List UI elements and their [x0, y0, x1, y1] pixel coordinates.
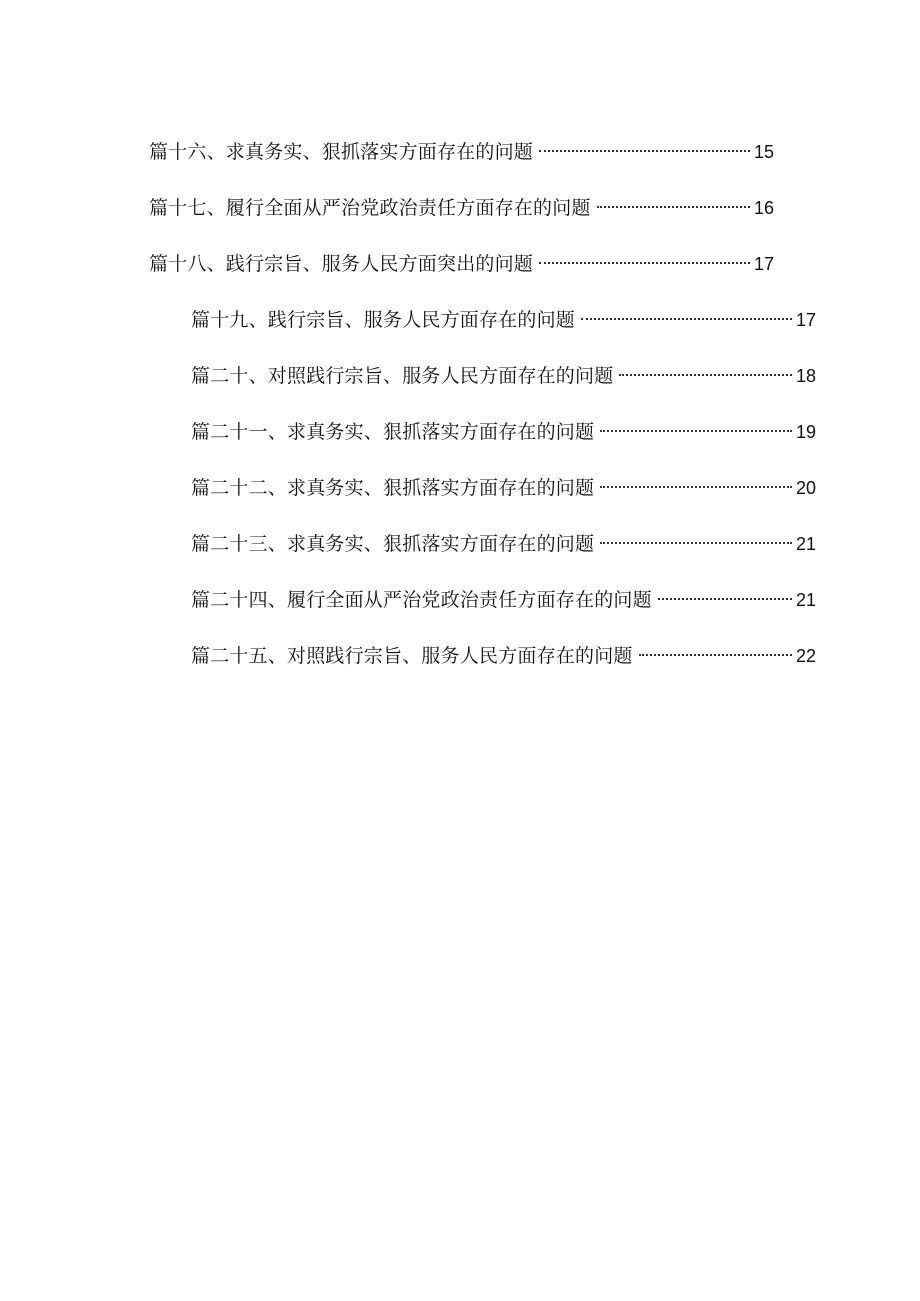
toc-entry[interactable] — [191, 360, 816, 416]
toc-entry-page: 22 — [795, 646, 816, 666]
dot-leader — [539, 262, 750, 264]
toc-entry-title: 篇十八、践行宗旨、服务人民方面突出的问题 — [149, 253, 534, 275]
toc-entry-title: 篇十七、履行全面从严治党政治责任方面存在的问题 — [149, 197, 591, 219]
toc-entry-title: 篇二十一、求真务实、狠抓落实方面存在的问题 — [191, 421, 595, 443]
dot-leader — [581, 318, 792, 320]
toc-entry-title: 篇二十五、对照践行宗旨、服务人民方面存在的问题 — [191, 645, 633, 667]
toc-entry-row — [191, 528, 816, 560]
toc-entry-page: 16 — [753, 198, 774, 218]
toc-entry-page: 15 — [753, 142, 774, 162]
toc-entry-page: 21 — [795, 590, 816, 610]
dot-leader — [539, 150, 750, 152]
toc-entry[interactable] — [149, 248, 774, 304]
dot-leader — [600, 486, 792, 488]
toc-entry-row — [149, 136, 774, 168]
toc-entry-title: 篇二十四、履行全面从严治党政治责任方面存在的问题 — [191, 589, 652, 611]
toc-entry-row — [191, 360, 816, 392]
toc-entry-page: 18 — [795, 366, 816, 386]
dot-leader — [658, 598, 792, 600]
toc-entry-title: 篇二十三、求真务实、狠抓落实方面存在的问题 — [191, 533, 595, 555]
dot-leader — [639, 654, 792, 656]
toc-entry-page: 17 — [795, 310, 816, 330]
toc-entry-title: 篇二十二、求真务实、狠抓落实方面存在的问题 — [191, 477, 595, 499]
toc-entry[interactable] — [191, 416, 816, 472]
toc-entry-row — [191, 304, 816, 336]
toc-entry-page: 21 — [795, 534, 816, 554]
toc-entry-row — [191, 472, 816, 504]
toc-entry[interactable] — [191, 640, 816, 696]
toc-entry-row — [191, 416, 816, 448]
toc-entry-page: 19 — [795, 422, 816, 442]
toc-entry-page: 17 — [753, 254, 774, 274]
toc-entry[interactable] — [149, 192, 774, 248]
toc-entry-page: 20 — [795, 478, 816, 498]
toc-entry-title: 篇十九、践行宗旨、服务人民方面存在的问题 — [191, 309, 576, 331]
dot-leader — [597, 206, 750, 208]
dot-leader — [600, 542, 792, 544]
toc-entry-row — [149, 248, 774, 280]
dot-leader — [619, 374, 792, 376]
toc-entry[interactable] — [149, 136, 774, 192]
dot-leader — [600, 430, 792, 432]
toc-entry-row — [149, 192, 774, 224]
toc-entry-title: 篇二十、对照践行宗旨、服务人民方面存在的问题 — [191, 365, 614, 387]
toc-entry[interactable] — [191, 304, 816, 360]
table-of-contents — [0, 136, 920, 696]
toc-entry-title: 篇十六、求真务实、狠抓落实方面存在的问题 — [149, 141, 534, 163]
toc-entry-row — [191, 640, 816, 672]
toc-entry-row — [191, 584, 816, 616]
toc-entry[interactable] — [191, 472, 816, 528]
toc-entry[interactable] — [191, 584, 816, 640]
toc-entry[interactable] — [191, 528, 816, 584]
